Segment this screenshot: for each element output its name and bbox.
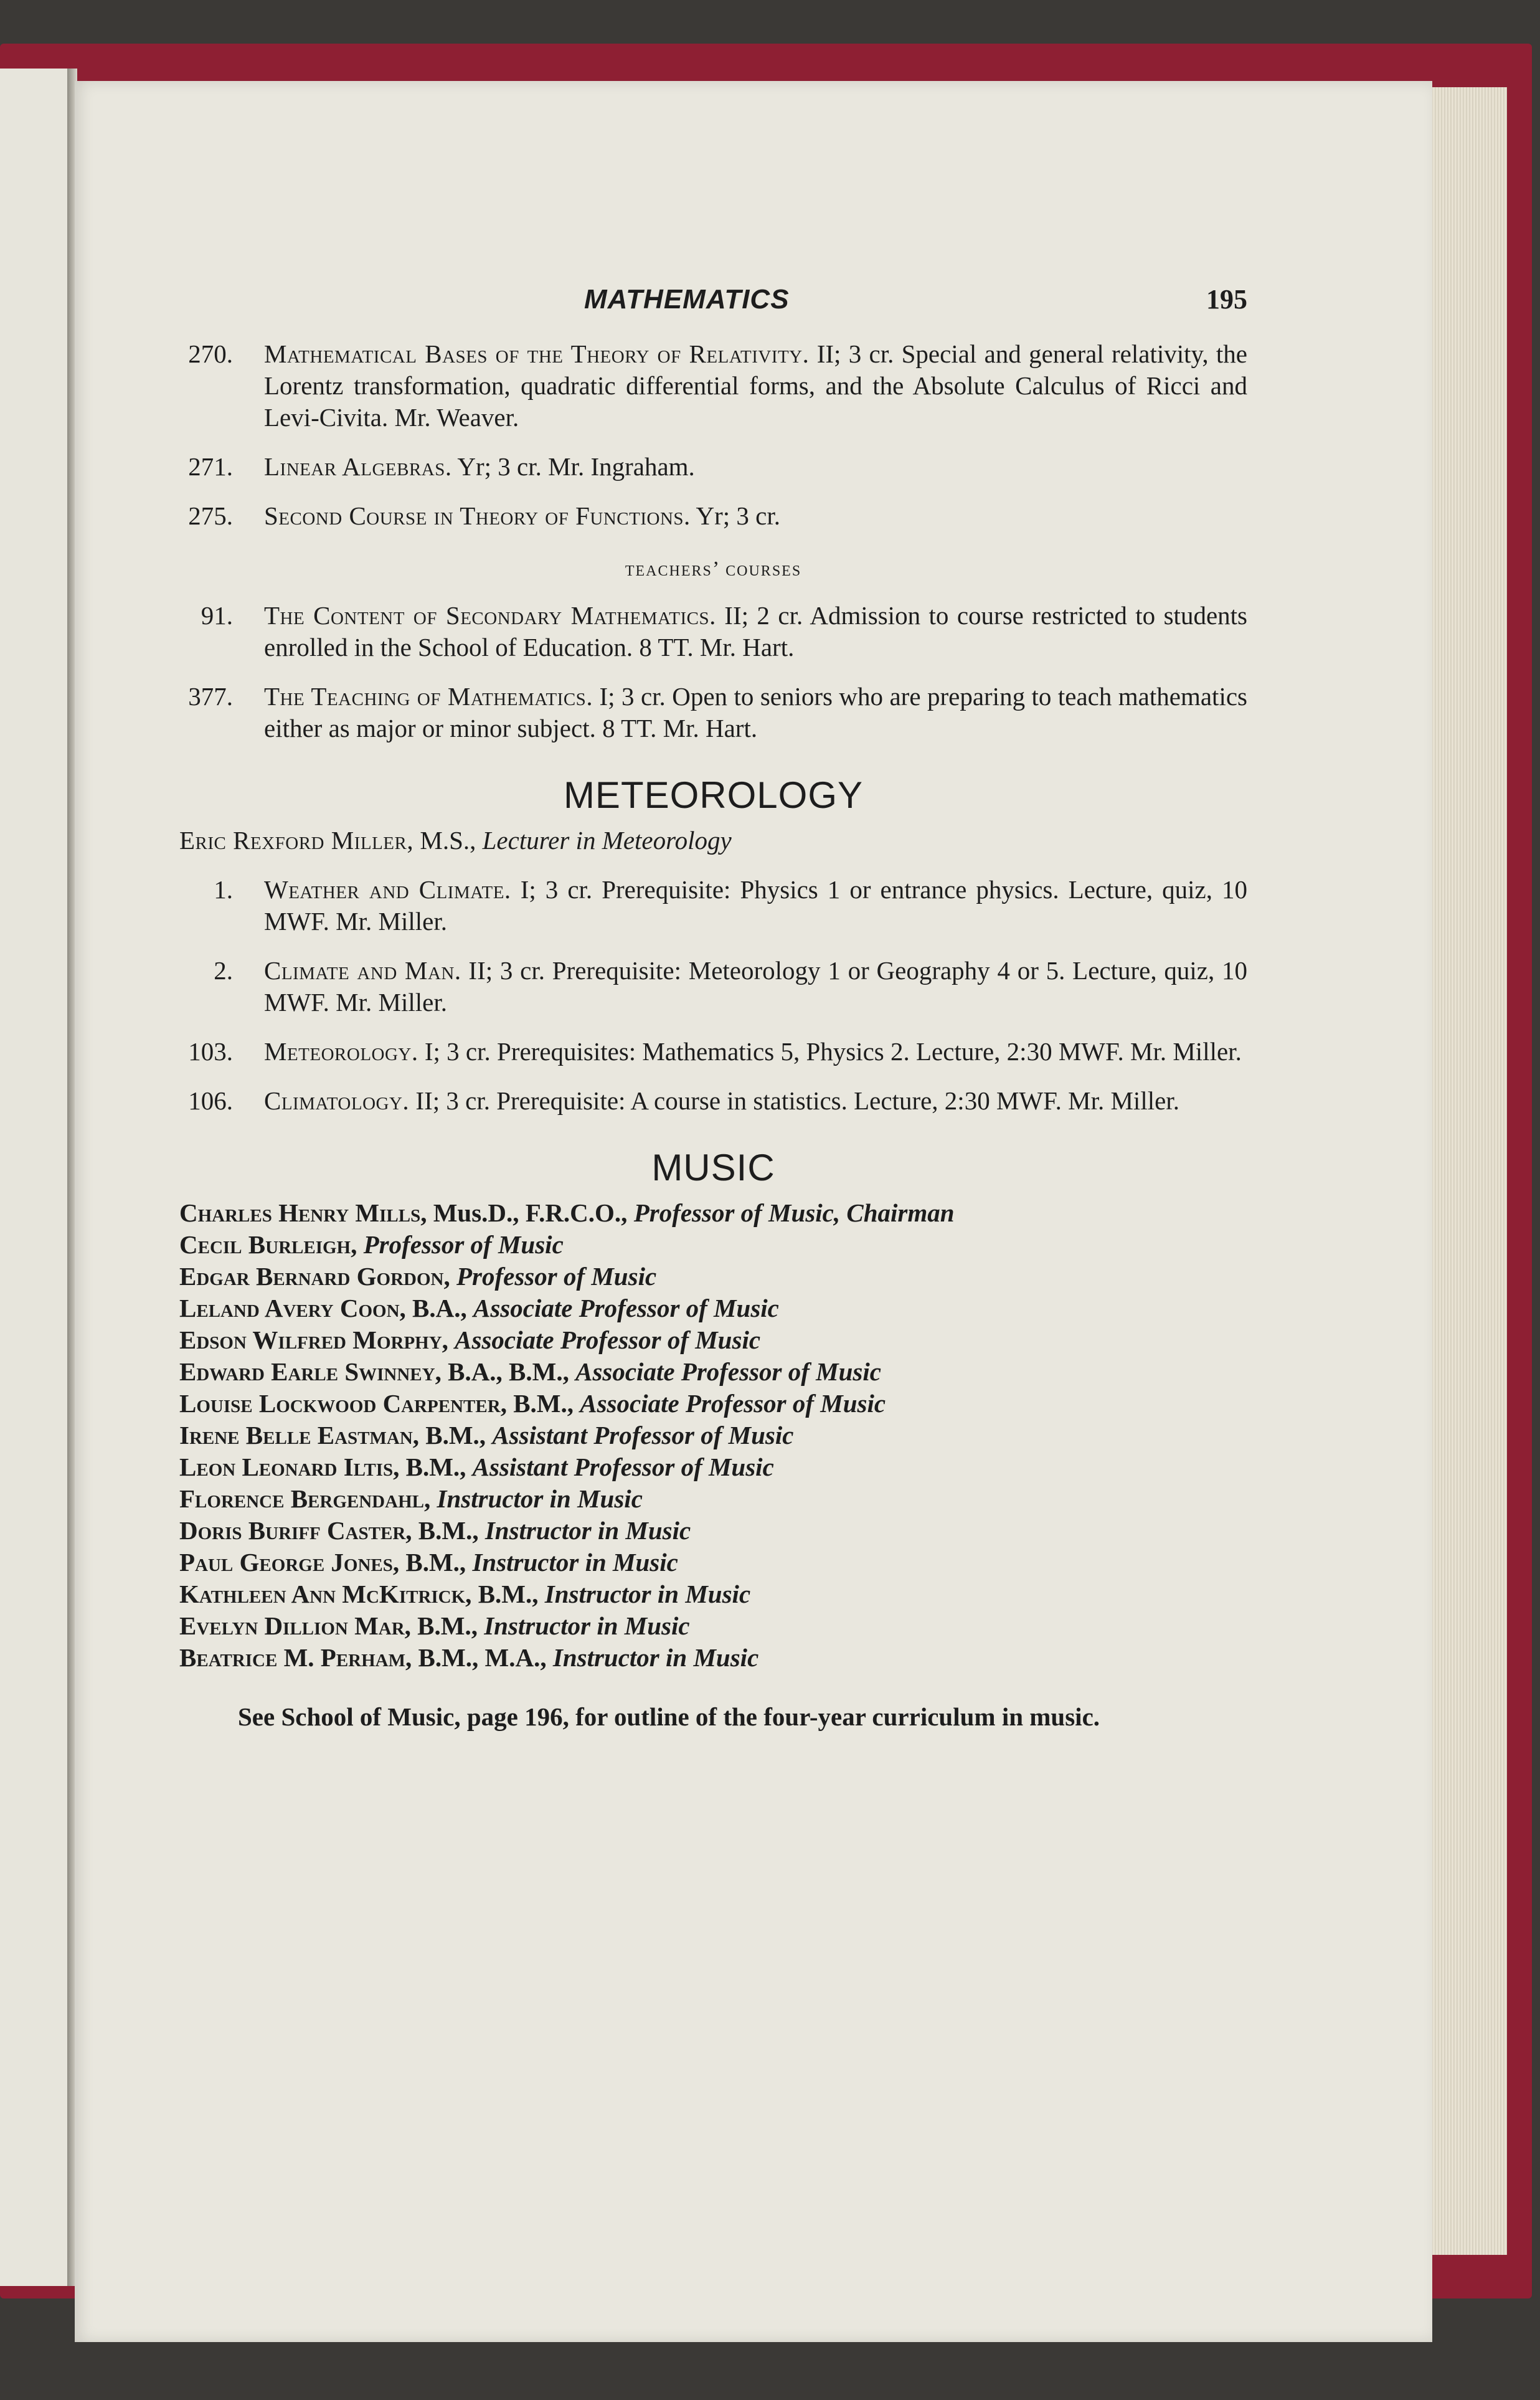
music-faculty-list [179, 1197, 1247, 1674]
faculty-member [179, 1197, 1247, 1229]
faculty-degree [450, 1262, 456, 1291]
faculty-degree: B.M., [419, 1421, 493, 1449]
course-entry [179, 500, 1247, 532]
faculty-role: Professor of Music [456, 1262, 657, 1291]
faculty-role: Associate Professor of Music [473, 1294, 779, 1322]
faculty-member [179, 1356, 1247, 1388]
course-title: The Content of Secondary Mathematics. [264, 601, 716, 630]
faculty-role: Professor of Music, Chairman [633, 1198, 955, 1227]
faculty-degree: B.M., M.A., [412, 1643, 553, 1672]
course-title: Second Course in Theory of Functions. [264, 501, 691, 530]
course-number: 275. [188, 501, 233, 530]
course-entry [179, 600, 1247, 663]
meteorology-heading: METEOROLOGY [563, 774, 864, 816]
faculty-role: Professor of Music [363, 1230, 564, 1259]
faculty-role: Assistant Professor of Music [492, 1421, 794, 1449]
faculty-role: Associate Professor of Music [575, 1357, 881, 1386]
teachers-courses-heading: teachers’ courses [625, 557, 802, 581]
faculty-member [179, 1324, 1247, 1356]
page-edges [1420, 87, 1507, 2255]
faculty-degree [430, 1484, 437, 1513]
faculty-role: Instructor in Music [437, 1484, 643, 1513]
faculty-role: Associate Professor of Music [455, 1326, 761, 1354]
faculty-role: Instructor in Music [544, 1580, 751, 1608]
course-description: I; 3 cr. Prerequisites: Mathematics 5, Physics 2. Lecture, 2:30 MWF. Mr. Miller. [418, 1037, 1242, 1066]
course-entry [179, 955, 1247, 1018]
course-entry [179, 874, 1247, 937]
faculty-role: Instructor in Music [484, 1611, 690, 1640]
faculty-member [179, 1292, 1247, 1324]
course-number: 103. [188, 1037, 233, 1066]
course-number: 270. [188, 339, 233, 368]
faculty-name: Edgar Bernard Gordon, [179, 1262, 450, 1291]
faculty-role: Instructor in Music [484, 1516, 691, 1545]
course-entry [179, 1085, 1247, 1117]
course-entry [179, 338, 1247, 434]
faculty-member [179, 1261, 1247, 1292]
course-number: 1. [214, 875, 233, 904]
course-entry [179, 681, 1247, 744]
course-description: I; 3 cr. Open to seniors who are preparing to teach mathematics either as major or minor subject. 8 TT. Mr. Hart. [264, 682, 1247, 742]
faculty-member [179, 1547, 1247, 1578]
faculty-degree: B.M., [410, 1611, 484, 1640]
faculty-name: Charles Henry Mills, [179, 1198, 427, 1227]
course-title: Weather and Climate. [264, 875, 511, 904]
running-title: MATHEMATICS [584, 284, 790, 315]
faculty-name: Edson Wilfred Morphy, [179, 1326, 448, 1354]
course-entry [179, 451, 1247, 483]
course-number: 91. [201, 601, 233, 630]
faculty-name: Leland Avery Coon, [179, 1294, 406, 1322]
faculty-name: Edward Earle Swinney, [179, 1357, 442, 1386]
course-title: The Teaching of Mathematics. [264, 682, 593, 711]
faculty-member [179, 1483, 1247, 1515]
faculty-name: Evelyn Dillion Mar, [179, 1611, 411, 1640]
faculty-degree: B.M., [412, 1516, 485, 1545]
faculty-member [179, 1515, 1247, 1547]
faculty-degree: B.M., [471, 1580, 545, 1608]
faculty-degree: B.A., [405, 1294, 473, 1322]
course-title: Meteorology. [264, 1037, 418, 1066]
faculty-degree: B.M., [399, 1453, 473, 1481]
running-header [179, 283, 1247, 321]
music-heading: MUSIC [651, 1147, 775, 1188]
faculty-role: Assistant Professor of Music [472, 1453, 774, 1481]
course-number: 2. [214, 956, 233, 985]
page-number: 195 [1206, 284, 1247, 315]
course-number: 271. [188, 452, 233, 481]
faculty-member [179, 1388, 1247, 1420]
course-description: Yr; 3 cr. [690, 501, 781, 530]
faculty-member [179, 1420, 1247, 1451]
course-entry [179, 1036, 1247, 1068]
page-text [179, 283, 1247, 1733]
faculty-name: Paul George Jones, [179, 1548, 400, 1577]
faculty-member [179, 1642, 1247, 1674]
faculty-role: Instructor in Music [472, 1548, 678, 1577]
course-title: Linear Algebras. [264, 452, 452, 481]
faculty-member [179, 1578, 1247, 1610]
course-number: 377. [188, 682, 233, 711]
faculty-role: Lecturer in Meteorology [482, 826, 732, 855]
course-description: II; 2 cr. Admission to course restricted to students enrolled in the School of Education. 8 TT. Mr. Hart. [264, 601, 1247, 662]
faculty-name: Florence Bergendahl, [179, 1484, 431, 1513]
faculty-degree: M.S., [413, 826, 483, 855]
course-title: Climate and Man. [264, 956, 461, 985]
faculty-name: Eric Rexford Miller, [179, 826, 414, 855]
faculty-degree: Mus.D., F.R.C.O., [427, 1198, 634, 1227]
meteorology-faculty [179, 825, 1247, 856]
course-description: II; 3 cr. Prerequisite: Meteorology 1 or Geography 4 or 5. Lecture, quiz, 10 MWF. Mr. Miller. [264, 956, 1247, 1017]
course-description: II; 3 cr. Prerequisite: A course in statistics. Lecture, 2:30 MWF. Mr. Miller. [409, 1086, 1179, 1115]
faculty-role: Instructor in Music [552, 1643, 759, 1672]
faculty-degree: B.A., B.M., [441, 1357, 576, 1386]
faculty-member [179, 1229, 1247, 1261]
faculty-degree [357, 1230, 363, 1259]
course-title: Mathematical Bases of the Theory of Relativity. [264, 339, 810, 368]
course-title: Climatology. [264, 1086, 410, 1115]
faculty-name: Beatrice M. Perham, [179, 1643, 412, 1672]
faculty-role: Associate Professor of Music [580, 1389, 886, 1418]
faculty-degree: B.M., [506, 1389, 580, 1418]
course-description: I; 3 cr. Prerequisite: Physics 1 or entrance physics. Lecture, quiz, 10 MWF. Mr. Miller. [264, 875, 1247, 936]
faculty-degree: B.M., [399, 1548, 473, 1577]
course-description: II; 3 cr. Special and general relativity, the Lorentz transformation, quadratic differential forms, and the Absolute Calculus of Ricci and Levi-Civita. Mr. Weaver. [264, 339, 1247, 432]
faculty-name: Irene Belle Eastman, [179, 1421, 420, 1449]
course-number: 106. [188, 1086, 233, 1115]
faculty-name: Leon Leonard Iltis, [179, 1453, 400, 1481]
faculty-name: Kathleen Ann McKitrick, [179, 1580, 472, 1608]
curriculum-note: See School of Music, page 196, for outline of the four-year curriculum in music. [238, 1702, 1100, 1731]
faculty-name: Doris Buriff Caster, [179, 1516, 412, 1545]
faculty-name: Cecil Burleigh, [179, 1230, 357, 1259]
faculty-member [179, 1451, 1247, 1483]
faculty-degree [448, 1326, 455, 1354]
facing-page-edge [0, 69, 68, 2286]
faculty-member [179, 1610, 1247, 1642]
course-description: Yr; 3 cr. Mr. Ingraham. [451, 452, 695, 481]
faculty-name: Louise Lockwood Carpenter, [179, 1389, 507, 1418]
